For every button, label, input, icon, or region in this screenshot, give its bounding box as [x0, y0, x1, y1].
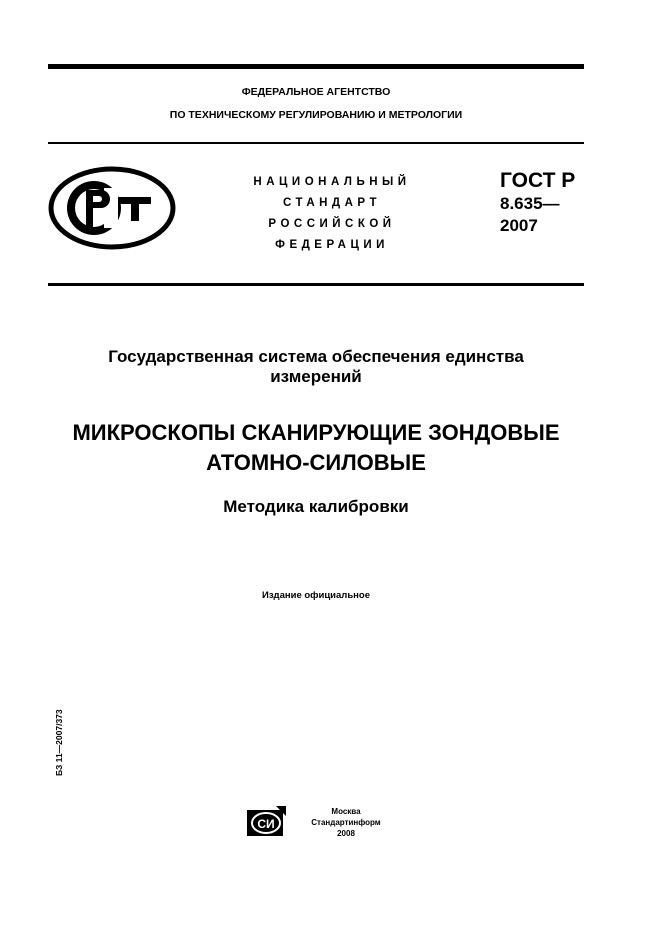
gost-number — [500, 168, 575, 238]
header-divider — [48, 142, 584, 144]
publisher-name: Стандартинформ — [311, 818, 381, 827]
gost-r-certification-mark-icon — [48, 166, 176, 250]
standard-label-line4: ФЕДЕРАЦИИ — [275, 239, 389, 251]
publisher-logo-text: СИ — [257, 817, 275, 831]
top-rule — [48, 64, 584, 69]
document-subtitle — [48, 347, 584, 387]
national-standard-label — [232, 172, 432, 256]
subtitle-line1: Государственная система обеспечения единства — [108, 347, 524, 366]
title-line2: АТОМНО-СИЛОВЫЕ — [206, 450, 426, 475]
document-method: Методика калибровки — [223, 497, 409, 516]
standard-label-line3: РОССИЙСКОЙ — [268, 218, 396, 230]
agency-name-line2: ПО ТЕХНИЧЕСКОМУ РЕГУЛИРОВАНИЮ И МЕТРОЛОГИИ — [169, 109, 463, 121]
publisher-info — [296, 806, 396, 839]
gost-number-line1: ГОСТ Р — [500, 169, 576, 192]
side-code: БЗ 11—2007/373 — [54, 709, 64, 776]
bottom-rule — [48, 283, 584, 286]
gost-number-line2: 8.635— — [500, 194, 560, 213]
edition-label: Издание официальное — [262, 590, 370, 601]
standard-label-line1: НАЦИОНАЛЬНЫЙ — [253, 176, 411, 188]
title-line1: МИКРОСКОПЫ СКАНИРУЮЩИЕ ЗОНДОВЫЕ — [72, 420, 560, 445]
agency-name-line1: ФЕДЕРАЛЬНОЕ АГЕНТСТВО — [241, 86, 391, 98]
publisher-year: 2008 — [337, 829, 355, 838]
gost-number-line3: 2007 — [500, 216, 538, 235]
subtitle-line2: измерений — [270, 367, 362, 386]
publisher-city: Москва — [331, 807, 361, 816]
document-title — [48, 418, 584, 478]
standartinform-logo-icon — [246, 806, 286, 838]
standard-label-line2: СТАНДАРТ — [283, 197, 381, 209]
